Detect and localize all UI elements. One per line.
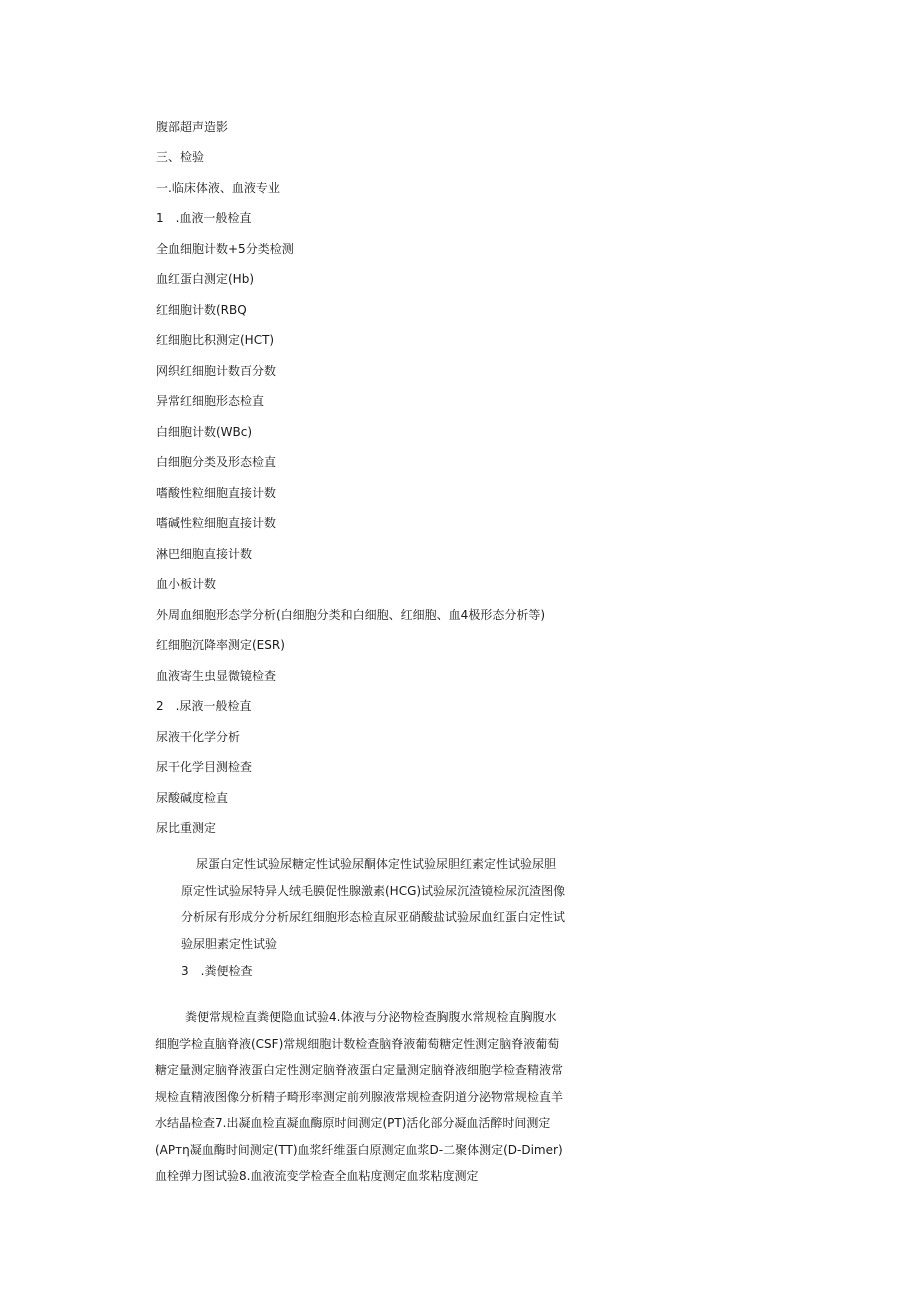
item-heading-blood-general: 1 .血液一般检直 — [156, 211, 252, 225]
list-item: 尿干化学目测检查 — [156, 760, 253, 774]
list-item: 尿酸碱度检直 — [156, 791, 229, 805]
section-heading-lab-tests: 三、检验 — [156, 150, 205, 164]
list-item: 白细胞分类及形态检直 — [156, 455, 277, 469]
fluid-and-coagulation-tests-paragraph: 粪便常规检直粪便隐血试验4.体液与分泌物检查胸腹水常规检直胸腹水细胞学检直脑脊液(CSF)常规细胞计数检查脑脊液葡萄糖定性测定脑脊液葡萄糖定量测定脑脊液蛋白定性测定脑脊液蛋白定量测定脑脊液细胞学检查精液常规检直精液图像分析精子畸形率测定前列腺液常规检查阴道分泌物常规检直羊水结晶检查7.出凝血检直凝血酶原时间测定(PT)活化部分凝血活醉时间测定(APтη凝血酶时间测定(TT)血浆纤维蛋白原测定血浆D-二聚体测定(D-Dimer)血栓弹力图试验8.血液流变学检查全血粘度测定血浆粘度测定 — [155, 1010, 564, 1183]
subsection-heading-clinical-fluids: 一.临床体液、血液专业 — [156, 181, 280, 195]
list-item: 嗜酸性粒细胞直接计数 — [156, 486, 277, 500]
list-item: 网织红细胞计数百分数 — [156, 364, 277, 378]
list-item: 白细胞计数(WBc) — [156, 425, 253, 439]
list-item: 外周血细胞形态学分析(白细胞分类和白细胞、红细胞、血4极形态分析等) — [156, 608, 546, 622]
list-item: 血红蛋白测定(Hb) — [156, 272, 255, 286]
list-item: 异常红细胞形态检直 — [156, 394, 265, 408]
list-item: 嗜碱性粒细胞直接计数 — [156, 516, 277, 530]
list-item: 红细胞计数(RBQ — [156, 303, 247, 317]
list-item: 血小板计数 — [156, 577, 217, 591]
list-item: 红细胞沉降率测定(ESR) — [156, 638, 285, 652]
list-item: 全血细胞计数+5分类检测 — [156, 242, 294, 256]
heading-abdominal-ultrasound: 腹部超声造影 — [156, 120, 229, 134]
list-item: 尿液干化学分析 — [156, 730, 241, 744]
list-item: 淋巴细胞直接计数 — [156, 547, 253, 561]
list-item: 血液寄生虫显微镜检查 — [156, 669, 277, 683]
item-heading-stool: 3 .粪便检查 — [181, 964, 253, 978]
list-item: 尿比重测定 — [156, 821, 217, 835]
list-item: 红细胞比积测定(HCT) — [156, 333, 275, 347]
urine-tests-paragraph: 尿蛋白定性试验尿糖定性试验尿酮体定性试验尿胆红素定性试验尿胆原定性试验尿特异人绒毛膜促性腺激素(HCG)试验尿沉渣镜检尿沉渣图像分析尿有形成分分析尿红细胞形态检直尿亚硝酸盐试验尿血红蛋白定性试验尿胆素定性试验 — [181, 857, 566, 951]
item-heading-urine-general: 2 .尿液一般检直 — [156, 699, 252, 713]
